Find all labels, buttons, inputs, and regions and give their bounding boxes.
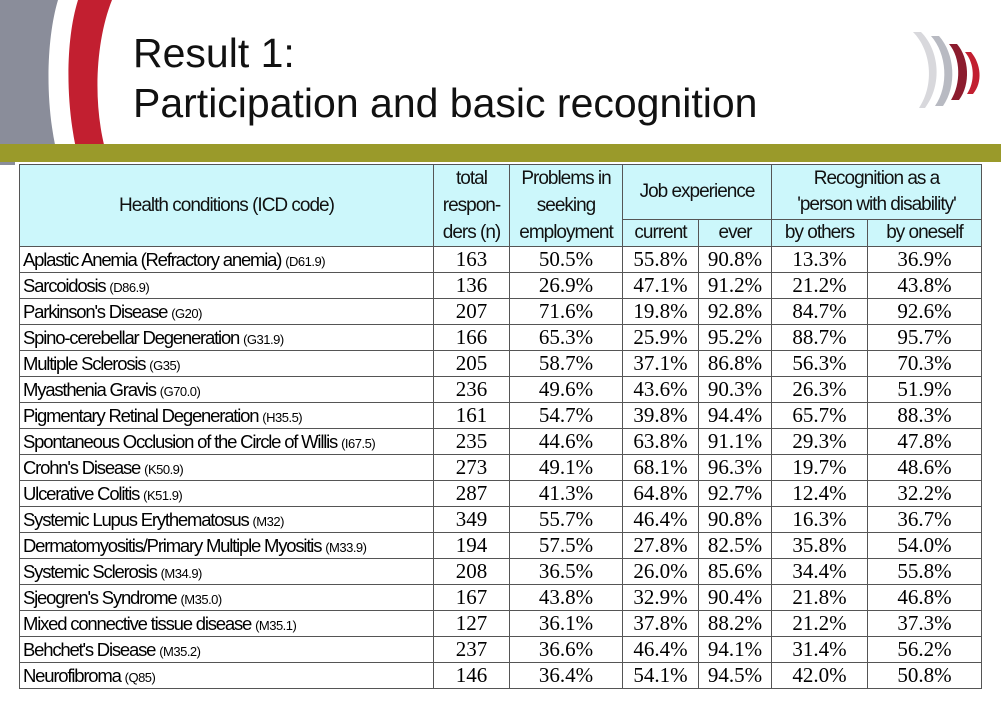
cell-total: 349: [434, 507, 510, 533]
header-problems-line-2: seeking: [536, 195, 596, 216]
cell-ever: 90.8%: [699, 247, 772, 273]
cell-ever: 95.2%: [699, 325, 772, 351]
header-total: [434, 165, 510, 247]
table-row: [20, 481, 982, 507]
cell-others: 21.2%: [772, 611, 868, 637]
cell-current: 55.8%: [623, 247, 699, 273]
cell-current: 26.0%: [623, 559, 699, 585]
cell-oneself: 95.7%: [868, 325, 982, 351]
cell-others: 34.4%: [772, 559, 868, 585]
table-row: [20, 637, 982, 663]
cell-others: 88.7%: [772, 325, 868, 351]
condition-cell: [20, 455, 434, 481]
table-row: [20, 273, 982, 299]
slide-corner-decoration: [0, 0, 130, 165]
table-row: [20, 403, 982, 429]
condition-cell: [20, 481, 434, 507]
cell-total: 161: [434, 403, 510, 429]
condition-name: Spontaneous Occlusion of the Circle of Willis: [23, 430, 338, 452]
condition-cell: [20, 403, 434, 429]
cell-total: 205: [434, 351, 510, 377]
header-problems-line-1: Problems in: [521, 168, 611, 189]
table-row: [20, 507, 982, 533]
table-row: [20, 585, 982, 611]
cell-ever: 90.4%: [699, 585, 772, 611]
cell-current: 39.8%: [623, 403, 699, 429]
header-recognition-line-2: 'person with disability': [797, 194, 956, 215]
condition-cell: [20, 507, 434, 533]
table-row: [20, 455, 982, 481]
condition-name: Myasthenia Gravis: [23, 378, 156, 400]
cell-current: 46.4%: [623, 507, 699, 533]
title-line-1: Result 1:: [133, 30, 295, 76]
cell-total: 166: [434, 325, 510, 351]
cell-others: 19.7%: [772, 455, 868, 481]
cell-oneself: 56.2%: [868, 637, 982, 663]
cell-oneself: 51.9%: [868, 377, 982, 403]
icd-code: (M34.9): [160, 565, 202, 581]
condition-cell: [20, 299, 434, 325]
cell-total: 273: [434, 455, 510, 481]
header-problems-line-3: employment: [519, 222, 613, 243]
cell-others: 21.2%: [772, 273, 868, 299]
cell-problems: 36.1%: [510, 611, 623, 637]
cell-current: 68.1%: [623, 455, 699, 481]
icd-code: (D86.9): [109, 279, 150, 295]
cell-ever: 94.5%: [699, 663, 772, 689]
results-table: [19, 164, 982, 689]
cell-problems: 55.7%: [510, 507, 623, 533]
cell-others: 31.4%: [772, 637, 868, 663]
cell-current: 46.4%: [623, 637, 699, 663]
condition-cell: [20, 429, 434, 455]
cell-current: 63.8%: [623, 429, 699, 455]
table-body: [20, 247, 982, 689]
cell-oneself: 46.8%: [868, 585, 982, 611]
header-total-line-2: respon-: [442, 195, 501, 216]
condition-name: Multiple Sclerosis: [23, 352, 146, 374]
cell-current: 64.8%: [623, 481, 699, 507]
cell-oneself: 50.8%: [868, 663, 982, 689]
icd-code: (Q85): [124, 669, 156, 685]
cell-oneself: 43.8%: [868, 273, 982, 299]
table-row: [20, 377, 982, 403]
table-row: [20, 611, 982, 637]
condition-name: Ulcerative Colitis: [23, 482, 140, 504]
condition-name: Spino-cerebellar Degeneration: [23, 326, 240, 348]
cell-problems: 49.6%: [510, 377, 623, 403]
condition-cell: [20, 559, 434, 585]
icd-code: (K51.9): [143, 487, 183, 503]
condition-name: Systemic Sclerosis: [23, 560, 157, 582]
icd-code: (G35): [149, 357, 181, 373]
header-rec-oneself: by oneself: [868, 220, 982, 247]
cell-problems: 36.5%: [510, 559, 623, 585]
condition-name: Parkinson's Disease: [23, 300, 168, 322]
condition-name: Mixed connective tissue disease: [23, 612, 252, 634]
cell-oneself: 36.9%: [868, 247, 982, 273]
cell-ever: 88.2%: [699, 611, 772, 637]
cell-current: 47.1%: [623, 273, 699, 299]
cell-oneself: 32.2%: [868, 481, 982, 507]
cell-total: 167: [434, 585, 510, 611]
chevron-decoration-icon: [905, 28, 985, 112]
cell-oneself: 55.8%: [868, 559, 982, 585]
cell-ever: 85.6%: [699, 559, 772, 585]
cell-ever: 91.2%: [699, 273, 772, 299]
cell-ever: 92.8%: [699, 299, 772, 325]
cell-total: 235: [434, 429, 510, 455]
table-row: [20, 559, 982, 585]
condition-cell: [20, 611, 434, 637]
cell-problems: 57.5%: [510, 533, 623, 559]
icd-code: (M35.1): [255, 617, 297, 633]
cell-others: 26.3%: [772, 377, 868, 403]
cell-oneself: 54.0%: [868, 533, 982, 559]
condition-name: Crohn's Disease: [23, 456, 141, 478]
condition-name: Dermatomyositis/Primary Multiple Myositis: [23, 534, 322, 556]
icd-code: (M35.0): [180, 591, 222, 607]
condition-cell: [20, 351, 434, 377]
title-divider: [0, 144, 1001, 162]
cell-others: 12.4%: [772, 481, 868, 507]
header-total-line-1: total: [456, 168, 487, 189]
header-job-ever: ever: [699, 220, 772, 247]
cell-ever: 90.8%: [699, 507, 772, 533]
header-problems: [510, 165, 623, 247]
cell-problems: 58.7%: [510, 351, 623, 377]
cell-ever: 90.3%: [699, 377, 772, 403]
cell-oneself: 47.8%: [868, 429, 982, 455]
cell-oneself: 70.3%: [868, 351, 982, 377]
cell-others: 56.3%: [772, 351, 868, 377]
cell-total: 146: [434, 663, 510, 689]
icd-code: (K50.9): [144, 461, 184, 477]
cell-total: 127: [434, 611, 510, 637]
cell-total: 136: [434, 273, 510, 299]
condition-name: Sjeogren's Syndrome: [23, 586, 177, 608]
condition-cell: [20, 585, 434, 611]
cell-oneself: 37.3%: [868, 611, 982, 637]
header-job-experience: Job experience: [623, 165, 772, 220]
table-row: [20, 533, 982, 559]
cell-problems: 71.6%: [510, 299, 623, 325]
cell-ever: 94.1%: [699, 637, 772, 663]
table-row: [20, 351, 982, 377]
cell-others: 29.3%: [772, 429, 868, 455]
condition-name: Behchet's Disease: [23, 638, 156, 660]
cell-others: 21.8%: [772, 585, 868, 611]
cell-problems: 36.6%: [510, 637, 623, 663]
icd-code: (I67.5): [341, 435, 376, 451]
condition-name: Aplastic Anemia (Refractory anemia): [23, 248, 282, 270]
icd-code: (D61.9): [285, 253, 326, 269]
cell-others: 16.3%: [772, 507, 868, 533]
cell-others: 13.3%: [772, 247, 868, 273]
header-recognition: [772, 165, 982, 220]
cell-others: 42.0%: [772, 663, 868, 689]
cell-problems: 44.6%: [510, 429, 623, 455]
cell-problems: 65.3%: [510, 325, 623, 351]
condition-cell: [20, 247, 434, 273]
cell-total: 194: [434, 533, 510, 559]
cell-oneself: 92.6%: [868, 299, 982, 325]
header-total-line-3: ders (n): [442, 222, 501, 243]
condition-cell: [20, 663, 434, 689]
cell-others: 65.7%: [772, 403, 868, 429]
table-row: [20, 299, 982, 325]
cell-ever: 91.1%: [699, 429, 772, 455]
cell-ever: 92.7%: [699, 481, 772, 507]
cell-oneself: 88.3%: [868, 403, 982, 429]
cell-problems: 49.1%: [510, 455, 623, 481]
cell-total: 208: [434, 559, 510, 585]
condition-cell: [20, 533, 434, 559]
cell-problems: 26.9%: [510, 273, 623, 299]
cell-total: 207: [434, 299, 510, 325]
header-condition: Health conditions (ICD code): [20, 165, 434, 247]
cell-current: 32.9%: [623, 585, 699, 611]
cell-current: 54.1%: [623, 663, 699, 689]
slide-title: [133, 28, 758, 128]
cell-current: 37.8%: [623, 611, 699, 637]
cell-total: 236: [434, 377, 510, 403]
icd-code: (M35.2): [159, 643, 201, 659]
cell-ever: 82.5%: [699, 533, 772, 559]
condition-name: Systemic Lupus Erythematosus: [23, 508, 249, 530]
icd-code: (G31.9): [243, 331, 284, 347]
cell-others: 35.8%: [772, 533, 868, 559]
cell-current: 25.9%: [623, 325, 699, 351]
condition-cell: [20, 325, 434, 351]
icd-code: (M32): [252, 513, 284, 529]
header-job-current: current: [623, 220, 699, 247]
cell-current: 19.8%: [623, 299, 699, 325]
cell-ever: 86.8%: [699, 351, 772, 377]
title-line-2: Participation and basic recognition: [133, 80, 758, 126]
table-row: [20, 325, 982, 351]
cell-others: 84.7%: [772, 299, 868, 325]
cell-current: 43.6%: [623, 377, 699, 403]
icd-code: (G70.0): [159, 383, 201, 399]
cell-problems: 54.7%: [510, 403, 623, 429]
header-recognition-line-1: Recognition as a: [813, 168, 940, 189]
cell-oneself: 48.6%: [868, 455, 982, 481]
cell-ever: 96.3%: [699, 455, 772, 481]
condition-name: Neurofibroma: [23, 664, 121, 686]
condition-cell: [20, 377, 434, 403]
results-table-container: [15, 162, 987, 698]
table-row: [20, 663, 982, 689]
icd-code: (G20): [171, 305, 202, 321]
cell-problems: 41.3%: [510, 481, 623, 507]
condition-name: Sarcoidosis: [23, 274, 106, 296]
condition-cell: [20, 637, 434, 663]
cell-total: 163: [434, 247, 510, 273]
cell-problems: 50.5%: [510, 247, 623, 273]
cell-ever: 94.4%: [699, 403, 772, 429]
cell-current: 27.8%: [623, 533, 699, 559]
cell-total: 237: [434, 637, 510, 663]
icd-code: (H35.5): [262, 409, 303, 425]
icd-code: (M33.9): [325, 539, 367, 555]
cell-oneself: 36.7%: [868, 507, 982, 533]
cell-current: 37.1%: [623, 351, 699, 377]
cell-total: 287: [434, 481, 510, 507]
cell-problems: 43.8%: [510, 585, 623, 611]
table-row: [20, 247, 982, 273]
header-rec-others: by others: [772, 220, 868, 247]
cell-problems: 36.4%: [510, 663, 623, 689]
condition-name: Pigmentary Retinal Degeneration: [23, 404, 259, 426]
table-row: [20, 429, 982, 455]
condition-cell: [20, 273, 434, 299]
